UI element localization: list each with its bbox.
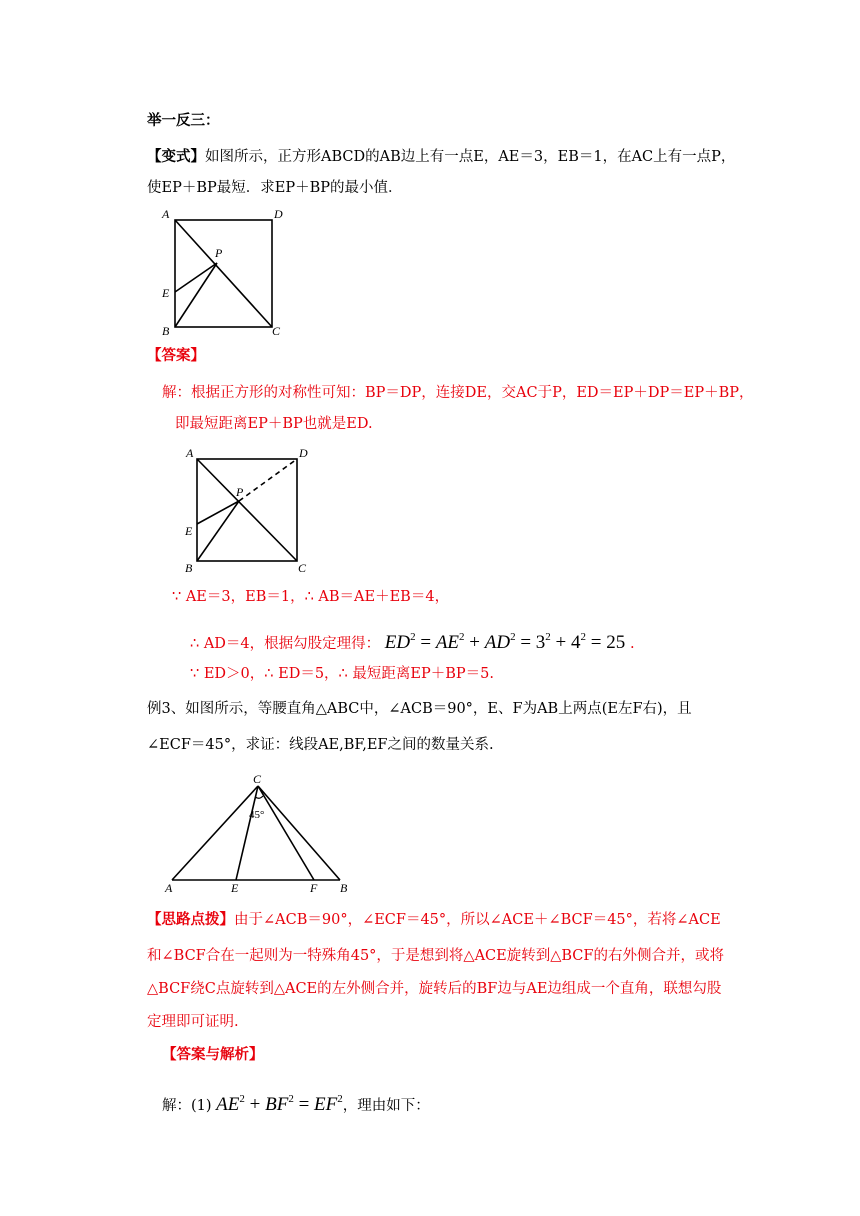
label-A: A (186, 446, 194, 460)
step-1: ∵ AE＝3，EB＝1，∴ AB＝AE＋EB＝4， (172, 589, 450, 605)
figure-square-2 (182, 444, 312, 576)
label-P: P (215, 246, 223, 260)
hint-tag: 【思路点拨】 (147, 911, 234, 928)
step-2: ∴ AD＝4，根据勾股定理得： $ED^2 = AE^2 + AD^2 = 3^2 + 4^2 = 25$ . (190, 631, 635, 653)
label-A: A (162, 207, 170, 221)
example3-line-2: ∠ECF＝45°，求证：线段AE,BF,EF之间的数量关系. (147, 737, 494, 753)
hint-line-1: 【思路点拨】由于∠ACB＝90°，∠ECF＝45°，所以∠ACE＋∠BCF＝45°，若将∠ACE (147, 911, 721, 928)
pythagoras-equation: $ED^2 = AE^2 + AD^2 = 3^2 + 4^2 = 25$ (384, 631, 626, 653)
solution-line-2: 即最短距离EP＋BP也就是ED. (175, 416, 373, 432)
label-B: B (162, 324, 170, 337)
hint-line-3: △BCF绕C点旋转到△ACE的左外侧合并，旋转后的BF边与AE边组成一个直角，联想勾股 (147, 981, 722, 997)
label-C: C (253, 772, 262, 786)
section-heading: 举一反三： (147, 112, 220, 129)
final-equation: $AE^2 + BF^2 = EF^2$ (216, 1093, 343, 1115)
label-C: C (272, 324, 281, 337)
label-P: P (236, 485, 244, 499)
label-E: E (231, 881, 239, 895)
figure-triangle (160, 770, 360, 895)
variant-tag: 【变式】 (147, 148, 205, 165)
variant-line-1: 【变式】如图所示，正方形ABCD的AB边上有一点E，AE＝3，EB＝1，在AC上有一点P， (147, 148, 736, 165)
example3-line-1: 例3、如图所示，等腰直角△ABC中，∠ACB＝90°，E、F为AB上两点(E左F右)，且 (147, 701, 692, 717)
label-B: B (185, 561, 193, 575)
label-E: E (162, 286, 170, 300)
answer-tag: 【答案】 (147, 347, 205, 364)
label-E: E (185, 524, 193, 538)
hint-line-4: 定理即可证明. (147, 1014, 239, 1030)
step-3: ∵ ED＞0，∴ ED＝5，∴ 最短距离EP＋BP＝5. (190, 666, 494, 682)
label-D: D (274, 207, 283, 221)
solution-line-1: 解：根据正方形的对称性可知：BP＝DP，连接DE，交AC于P，ED＝EP＋DP＝EP＋BP， (162, 385, 754, 401)
figure-square-1 (160, 205, 290, 337)
answer-analysis-tag: 【答案与解析】 (162, 1046, 264, 1063)
label-B: B (340, 881, 348, 895)
label-angle: 45° (249, 809, 265, 821)
label-F: F (310, 881, 318, 895)
final-line: 解：(1) $AE^2 + BF^2 = EF^2$，理由如下： (162, 1093, 430, 1115)
variant-line-2: 使EP＋BP最短．求EP＋BP的最小值． (147, 180, 403, 196)
label-D: D (299, 446, 308, 460)
hint-line-2: 和∠BCF合在一起则为一特殊角45°，于是想到将△ACE旋转到△BCF的右外侧合并，或将 (147, 948, 724, 964)
label-C: C (298, 561, 307, 575)
label-A: A (165, 881, 173, 895)
